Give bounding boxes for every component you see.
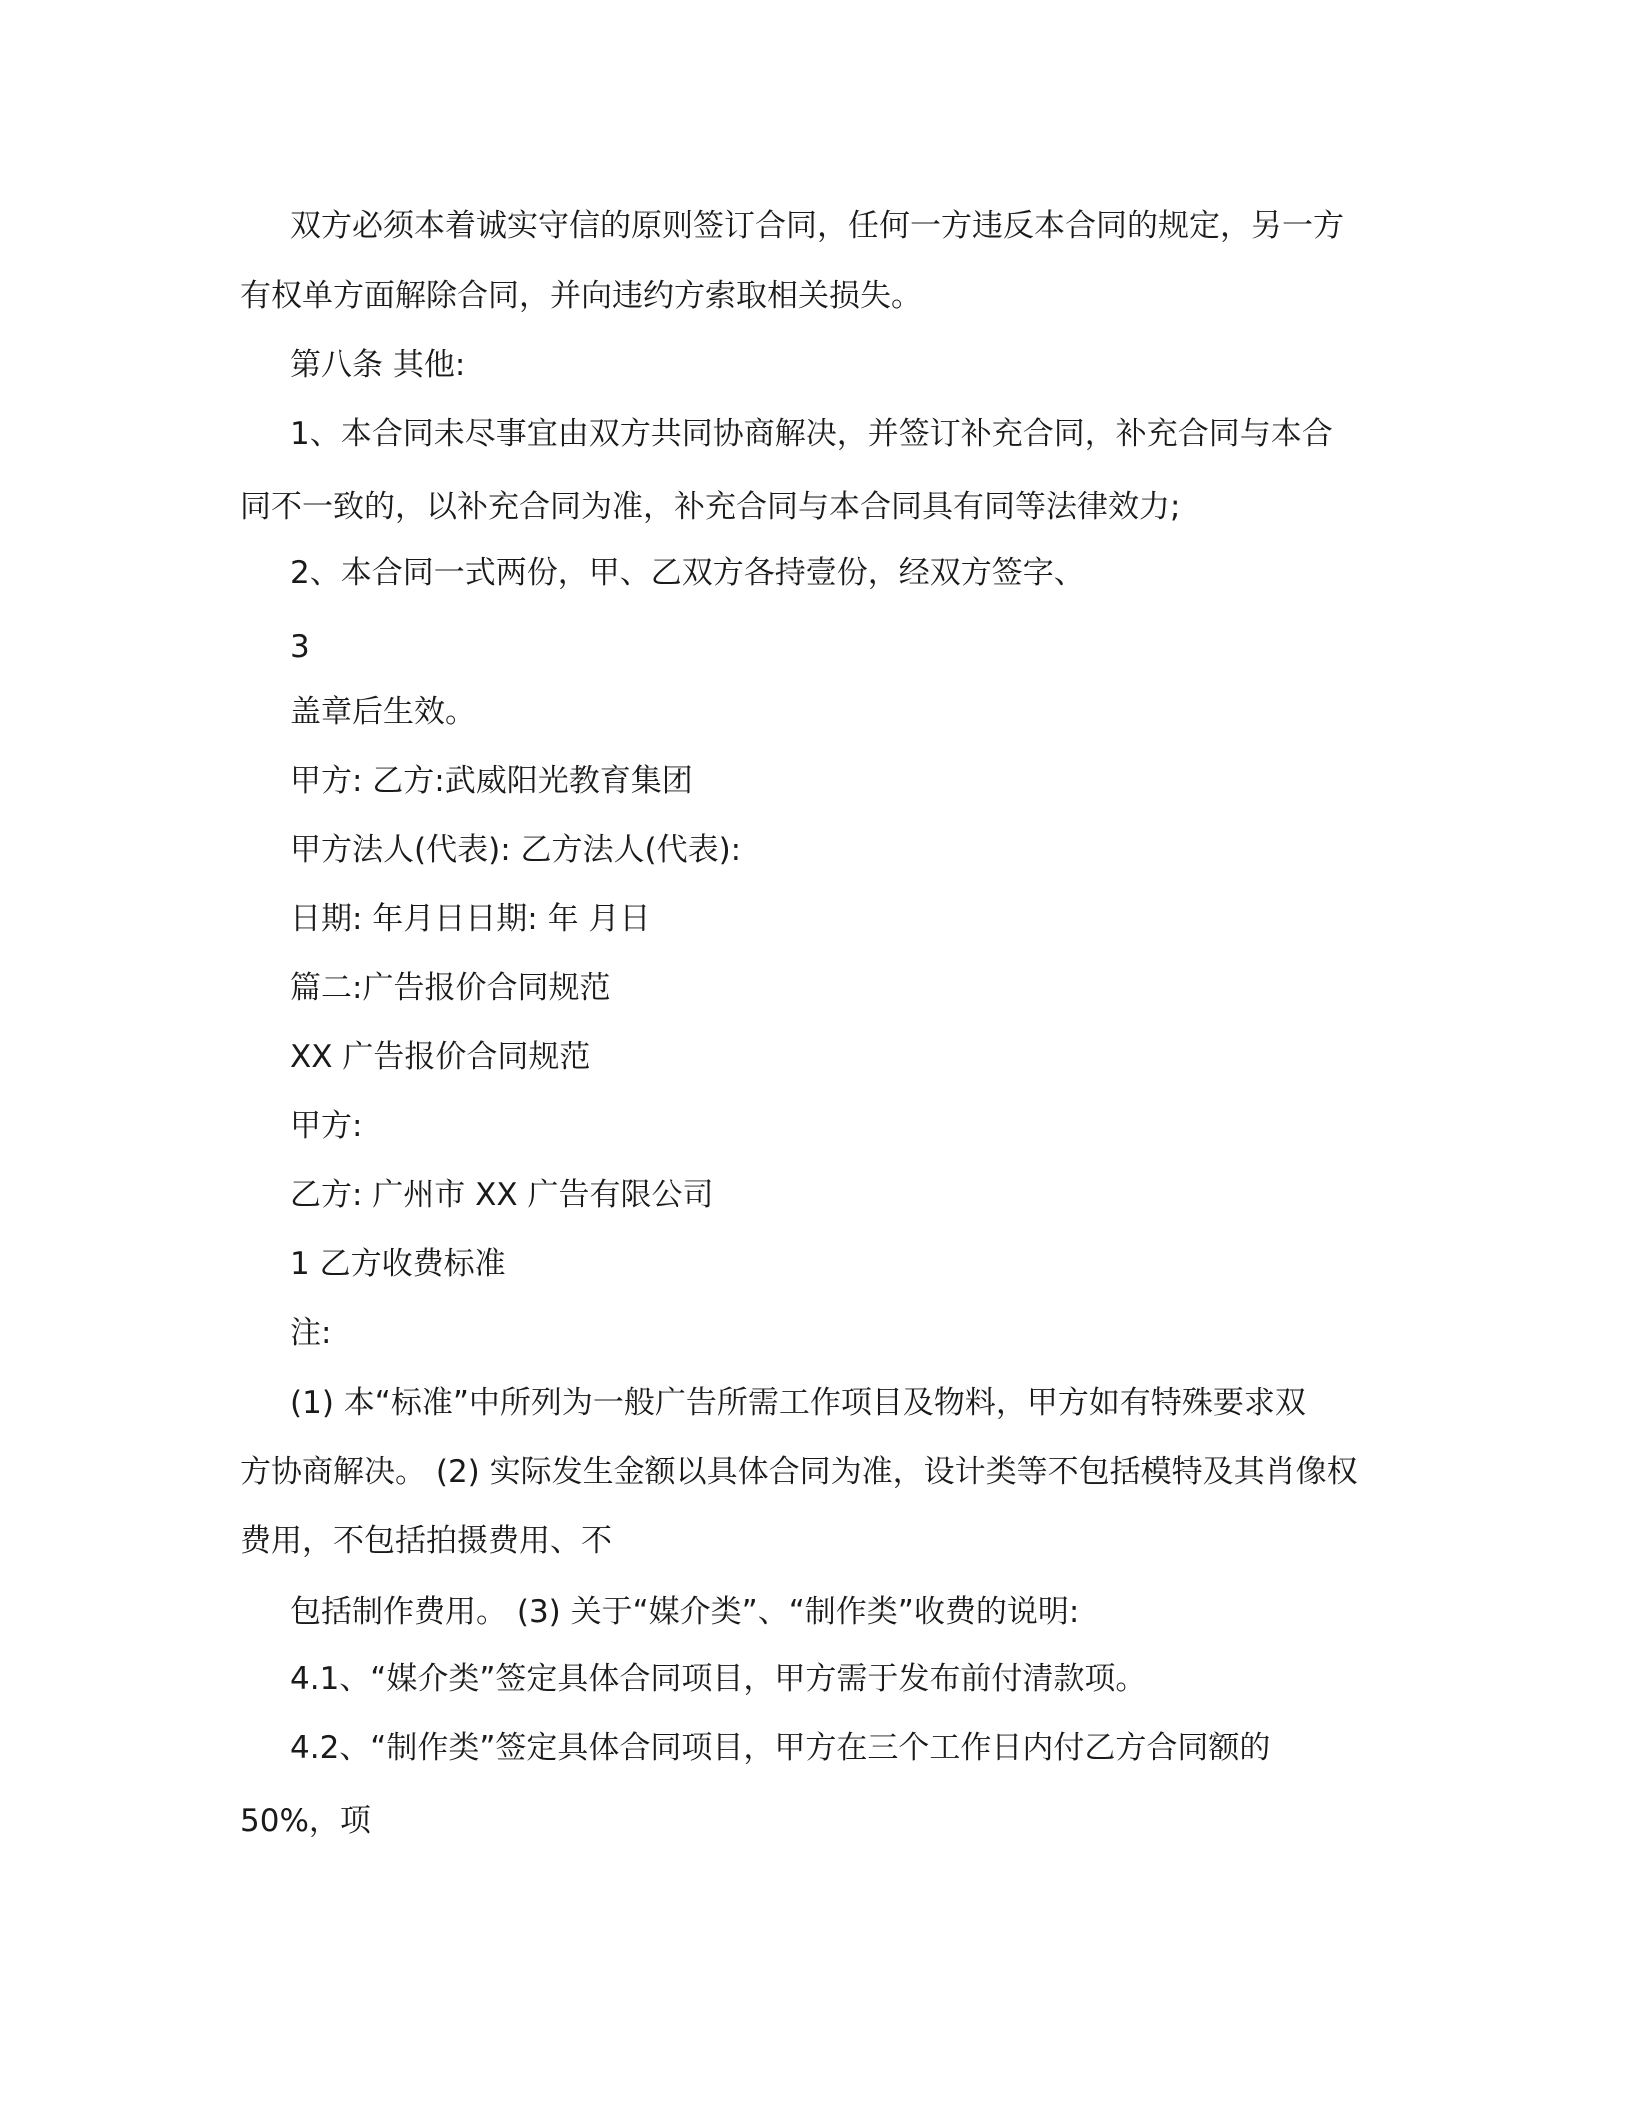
text-line: 同不一致的，以补充合同为准，补充合同与本合同具有同等法律效力; [240, 489, 1181, 525]
text-line: 4.1、“媒介类”签定具体合同项目，甲方需于发布前付清款项。 [290, 1661, 1147, 1697]
party-b-line: 乙方: 广州市 XX 广告有限公司 [290, 1177, 714, 1213]
signature-party-line: 甲方: 乙方:武威阳光教育集团 [290, 763, 693, 799]
text-line: 1、本合同未尽事宜由双方共同协商解决，并签订补充合同，补充合同与本合 [290, 416, 1333, 452]
text-line: 方协商解决。 (2) 实际发生金额以具体合同为准，设计类等不包括模特及其肖像权 [240, 1454, 1358, 1490]
section-heading: 1 乙方收费标准 [290, 1246, 506, 1282]
document-title: XX 广告报价合同规范 [290, 1039, 591, 1075]
text-line: 50%，项 [240, 1803, 371, 1839]
section-heading: 第八条 其他: [290, 347, 466, 383]
text-line: (1) 本“标准”中所列为一般广告所需工作项目及物料，甲方如有特殊要求双 [290, 1385, 1306, 1421]
text-line: 4.2、“制作类”签定具体合同项目，甲方在三个工作日内付乙方合同额的 [290, 1730, 1271, 1766]
text-line: 双方必须本着诚实守信的原则签订合同，任何一方违反本合同的规定，另一方 [290, 208, 1344, 244]
text-line: 费用，不包括拍摄费用、不 [240, 1523, 612, 1559]
signature-date-line: 日期: 年月日日期: 年 月日 [290, 901, 651, 937]
section-title: 篇二:广告报价合同规范 [290, 970, 611, 1006]
note-label: 注: [290, 1315, 332, 1351]
text-line: 有权单方面解除合同，并向违约方索取相关损失。 [240, 278, 922, 314]
signature-representative-line: 甲方法人(代表): 乙方法人(代表): [290, 832, 742, 868]
text-line: 盖章后生效。 [290, 694, 476, 730]
page-number: 3 [290, 629, 310, 665]
text-line: 包括制作费用。 (3) 关于“媒介类”、“制作类”收费的说明: [290, 1594, 1080, 1630]
party-a-line: 甲方: [290, 1108, 363, 1144]
text-line: 2、本合同一式两份，甲、乙双方各持壹份，经双方签字、 [290, 555, 1085, 591]
